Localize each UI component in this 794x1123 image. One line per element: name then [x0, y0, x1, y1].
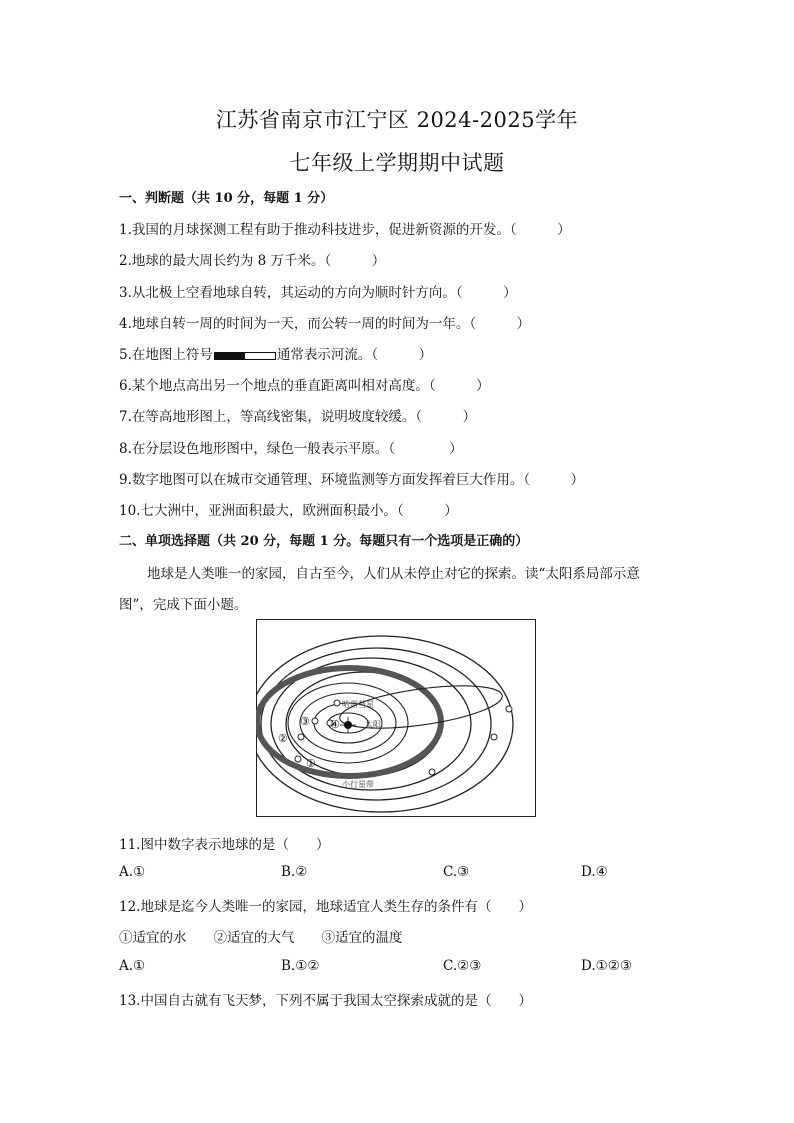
question-13: 13.中国自古就有飞天梦，下列不属于我国太空探索成就的是（ ） — [119, 993, 532, 1009]
question-5 — [119, 343, 432, 363]
intro-line-2: 图”，完成下面小题。 — [119, 597, 248, 613]
question-9: 9.数字地图可以在城市交通管理、环境监测等方面发挥着巨大作用。（ ） — [119, 472, 585, 488]
outer-planet-icon-3 — [429, 769, 435, 775]
q11-option-a: A.① — [119, 864, 146, 880]
question-2: 2.地球的最大周长约为 8 万千米。（ ） — [119, 253, 386, 269]
question-4: 4.地球自转一周的时间为一天，而公转一周的时间为一年。（ ） — [119, 316, 531, 332]
label-asteroid-belt: 小行星带 — [342, 780, 374, 789]
comet-icon — [334, 700, 340, 706]
outer-planet-icon-2 — [491, 734, 497, 740]
label-num-2: ② — [278, 732, 288, 745]
solar-system-svg — [256, 619, 536, 817]
label-num-1: ① — [306, 757, 316, 770]
label-num-3: ③ — [300, 715, 310, 728]
question-12: 12.地球是迄今人类唯一的家园，地球适宜人类生存的条件有（ ） — [119, 899, 532, 915]
question-10: 10.七大洲中，亚洲面积最大，欧洲面积最小。（ ） — [119, 503, 458, 519]
question-5-part-2: 通常表示河流。（ ） — [276, 347, 433, 363]
q11-option-b: B.② — [281, 864, 308, 880]
title-line-2: 七年级上学期期中试题 — [289, 151, 505, 175]
question-11: 11.图中数字表示地球的是（ ） — [119, 837, 330, 853]
label-comet: 哈雷彗星 — [342, 700, 374, 709]
solar-system-diagram — [256, 619, 536, 817]
section-1-heading: 一、判断题（共 10 分，每题 1 分） — [119, 191, 334, 206]
q12-option-c: C.②③ — [443, 958, 482, 974]
planet-1-icon — [295, 756, 301, 762]
question-1: 1.我国的月球探测工程有助于推动科技进步，促进新资源的开发。（ ） — [119, 222, 571, 238]
q11-option-c: C.③ — [443, 864, 470, 880]
label-num-4: ④ — [330, 718, 340, 731]
label-sun: 太阳 — [365, 720, 381, 729]
q11-option-d: D.④ — [581, 864, 608, 880]
question-3: 3.从北极上空看地球自转，其运动的方向为顺时针方向。（ ） — [119, 285, 517, 301]
title-line-1: 江苏省南京市江宁区 2024-2025学年 — [215, 108, 579, 132]
q12-option-a: A.① — [119, 958, 146, 974]
section-2-heading: 二、单项选择题（共 20 分，每题 1 分。每题只有一个选项是正确的） — [119, 534, 529, 549]
question-6: 6.某个地点高出另一个地点的垂直距离叫相对高度。（ ） — [119, 378, 490, 394]
outer-planet-icon-1 — [506, 706, 512, 712]
question-5-part-1: 5.在地图上符号 — [119, 347, 213, 363]
question-8: 8.在分层设色地形图中，绿色一般表示平原。（ ） — [119, 441, 463, 457]
question-7: 7.在等高地形图上，等高线密集，说明坡度较缓。（ ） — [119, 409, 477, 425]
q12-option-b: B.①② — [281, 958, 320, 974]
map-symbol-icon — [214, 352, 276, 360]
planet-2-icon — [298, 734, 304, 740]
planet-3-icon — [312, 718, 318, 724]
q12-option-d: D.①②③ — [581, 958, 632, 974]
q12-conditions: ①适宜的水 ②适宜的大气 ③适宜的温度 — [119, 930, 403, 946]
intro-line-1: 地球是人类唯一的家园，自古至今，人们从未停止对它的探索。读“太阳系局部示意 — [147, 566, 640, 582]
